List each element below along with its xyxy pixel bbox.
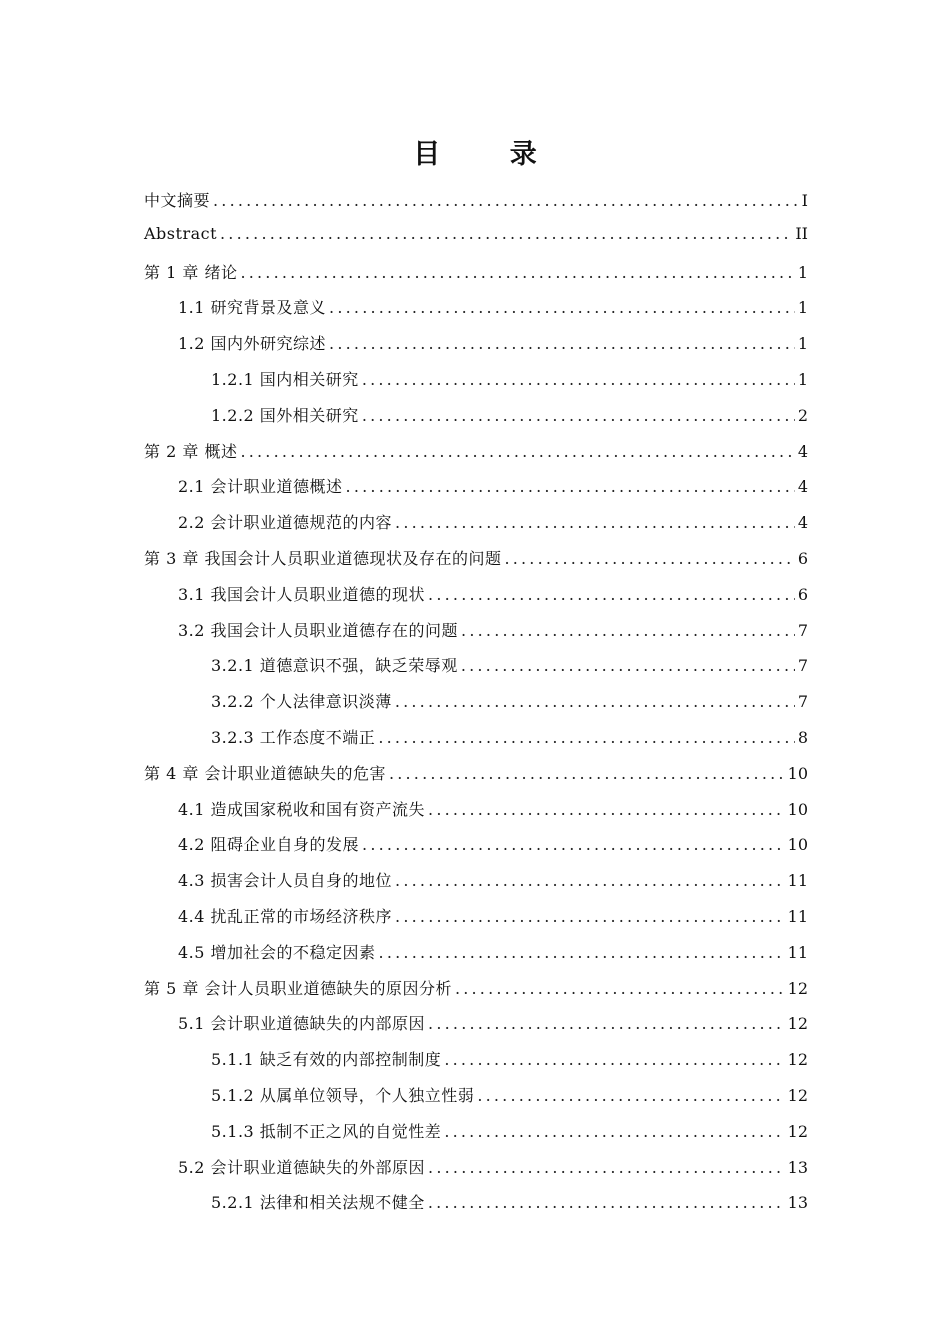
toc-entry-page-number: 7 (797, 692, 808, 712)
toc-entry-page-number: 1 (797, 369, 808, 389)
toc-entry-label: 5.2.1 法律和相关法规不健全 (211, 1193, 425, 1213)
toc-dot-leader (444, 1050, 784, 1069)
toc-entry-page-number: 7 (797, 620, 808, 640)
toc-dot-leader (395, 907, 785, 926)
toc-entry-label: Abstract (144, 223, 218, 243)
toc-entry[interactable] (144, 761, 808, 797)
toc-entry[interactable] (144, 976, 808, 1012)
toc-entry-label: 1.2.2 国外相关研究 (211, 405, 359, 425)
toc-entry-page-number: II (795, 223, 808, 243)
toc-entry-label: 4.1 造成国家税收和国有资产流失 (178, 799, 426, 819)
toc-entry[interactable] (144, 618, 808, 654)
toc-dot-leader (395, 513, 795, 532)
toc-entry[interactable] (144, 439, 808, 475)
toc-entry[interactable] (144, 367, 808, 403)
toc-entry[interactable] (144, 260, 808, 296)
toc-entry-label: 2.2 会计职业道德规范的内容 (178, 513, 393, 533)
toc-entry[interactable] (144, 188, 808, 224)
toc-entry-label: 4.5 增加社会的不稳定因素 (178, 942, 376, 962)
toc-entry-label: 3.1 我国会计人员职业道德的现状 (178, 584, 426, 604)
toc-entry-label: 4.4 扰乱正常的市场经济秩序 (178, 906, 393, 926)
toc-dot-leader (477, 1086, 784, 1105)
toc-dot-leader (378, 728, 795, 747)
toc-entry-label: 第 4 章 会计职业道德缺失的危害 (144, 763, 386, 783)
toc-dot-leader (240, 442, 794, 461)
toc-dot-leader (428, 1158, 785, 1177)
toc-entry-label: 第 3 章 我国会计人员职业道德现状及存在的问题 (144, 548, 502, 568)
toc-entry-label: 第 1 章 绪论 (144, 262, 238, 282)
toc-dot-leader (329, 298, 795, 317)
toc-entry-page-number: 12 (787, 1121, 808, 1141)
toc-entry-label: 5.2 会计职业道德缺失的外部原因 (178, 1157, 426, 1177)
toc-dot-leader (220, 224, 792, 243)
toc-entry[interactable] (144, 725, 808, 761)
toc-entry-label: 5.1 会计职业道德缺失的内部原因 (178, 1014, 426, 1034)
toc-dot-leader (379, 943, 785, 962)
toc-entry-page-number: 13 (787, 1157, 808, 1177)
toc-entry[interactable] (144, 1155, 808, 1191)
toc-entry[interactable] (144, 582, 808, 618)
toc-entry-label: 第 5 章 会计人员职业道德缺失的原因分析 (144, 978, 452, 998)
toc-dot-leader (428, 585, 795, 604)
toc-entry-page-number: 1 (797, 298, 808, 318)
toc-entry-label: 3.2.2 个人法律意识淡薄 (211, 692, 392, 712)
toc-entry-page-number: 4 (797, 513, 808, 533)
toc-entry[interactable] (144, 474, 808, 510)
toc-entry[interactable] (144, 1083, 808, 1119)
toc-entry[interactable] (144, 868, 808, 904)
toc-dot-leader (240, 263, 794, 282)
toc-entry-page-number: 12 (787, 1014, 808, 1034)
toc-entry-page-number: I (801, 191, 808, 210)
toc-entry[interactable] (144, 1119, 808, 1155)
toc-entry-label: 4.2 阻碍企业自身的发展 (178, 835, 360, 855)
toc-entry-label: 2.1 会计职业道德概述 (178, 477, 343, 497)
toc-entry[interactable] (144, 331, 808, 367)
toc-dot-leader (461, 656, 795, 675)
toc-entry-label: 中文摘要 (144, 191, 211, 210)
toc-entry-label: 3.2.3 工作态度不端正 (211, 727, 376, 747)
toc-entry-page-number: 1 (797, 334, 808, 354)
toc-entry-label: 4.3 损害会计人员自身的地位 (178, 871, 393, 891)
toc-entry-page-number: 12 (787, 1050, 808, 1070)
toc-dot-leader (444, 1122, 784, 1141)
toc-entry[interactable] (144, 832, 808, 868)
toc-entry-page-number: 12 (787, 1085, 808, 1105)
toc-entry[interactable] (144, 295, 808, 331)
toc-entry-page-number: 10 (787, 835, 808, 855)
toc-entry-page-number: 11 (787, 906, 808, 926)
toc-entry-label: 1.2.1 国内相关研究 (211, 369, 359, 389)
toc-entry-label: 3.2 我国会计人员职业道德存在的问题 (178, 620, 459, 640)
toc-entry-label: 1.1 研究背景及意义 (178, 298, 327, 318)
toc-entry[interactable] (144, 1011, 808, 1047)
toc-dot-leader (504, 549, 794, 568)
toc-dot-leader (329, 334, 795, 353)
toc-entry-page-number: 6 (797, 548, 808, 568)
toc-entry-page-number: 10 (787, 799, 808, 819)
toc-dot-leader (395, 871, 785, 890)
toc-entry-label: 1.2 国内外研究综述 (178, 334, 327, 354)
toc-entry-label: 5.1.2 从属单位领导，个人独立性弱 (211, 1085, 475, 1105)
toc-entry-page-number: 13 (787, 1193, 808, 1213)
table-of-contents (144, 188, 808, 1226)
toc-dot-leader (455, 979, 785, 998)
toc-entry-label: 第 2 章 概述 (144, 441, 238, 461)
toc-entry-page-number: 4 (797, 477, 808, 497)
toc-entry-page-number: 11 (787, 942, 808, 962)
toc-entry-page-number: 12 (787, 978, 808, 998)
toc-entry-page-number: 1 (797, 262, 808, 282)
toc-entry[interactable] (144, 510, 808, 546)
toc-entry[interactable] (144, 403, 808, 439)
toc-entry[interactable] (144, 546, 808, 582)
toc-entry[interactable] (144, 1047, 808, 1083)
toc-dot-leader (428, 1193, 785, 1212)
toc-dot-leader (428, 800, 785, 819)
toc-entry-label: 3.2.1 道德意识不强，缺乏荣辱观 (211, 656, 458, 676)
toc-dot-leader (346, 477, 795, 496)
toc-dot-leader (461, 621, 795, 640)
toc-entry[interactable] (144, 689, 808, 725)
toc-entry[interactable] (144, 797, 808, 833)
toc-entry-page-number: 10 (787, 763, 808, 783)
toc-entry[interactable] (144, 1190, 808, 1226)
toc-dot-leader (362, 370, 795, 389)
toc-entry-page-number: 11 (787, 871, 808, 891)
toc-entry-page-number: 7 (797, 656, 808, 676)
toc-dot-leader (213, 191, 799, 210)
toc-entry-label: 5.1.3 抵制不正之风的自觉性差 (211, 1121, 442, 1141)
toc-entry-page-number: 2 (797, 405, 808, 425)
toc-entry[interactable] (144, 904, 808, 940)
page-title: 目 录 (413, 139, 567, 170)
toc-entry[interactable] (144, 653, 808, 689)
toc-entry[interactable] (144, 940, 808, 976)
toc-dot-leader (428, 1014, 785, 1033)
toc-dot-leader (362, 406, 795, 425)
toc-entry-page-number: 6 (797, 584, 808, 604)
toc-dot-leader (389, 764, 785, 783)
toc-dot-leader (362, 835, 785, 854)
toc-entry-page-number: 4 (797, 441, 808, 461)
toc-dot-leader (395, 692, 795, 711)
toc-entry-label: 5.1.1 缺乏有效的内部控制制度 (211, 1050, 442, 1070)
toc-entry-page-number: 8 (797, 727, 808, 747)
toc-entry[interactable] (144, 224, 808, 260)
